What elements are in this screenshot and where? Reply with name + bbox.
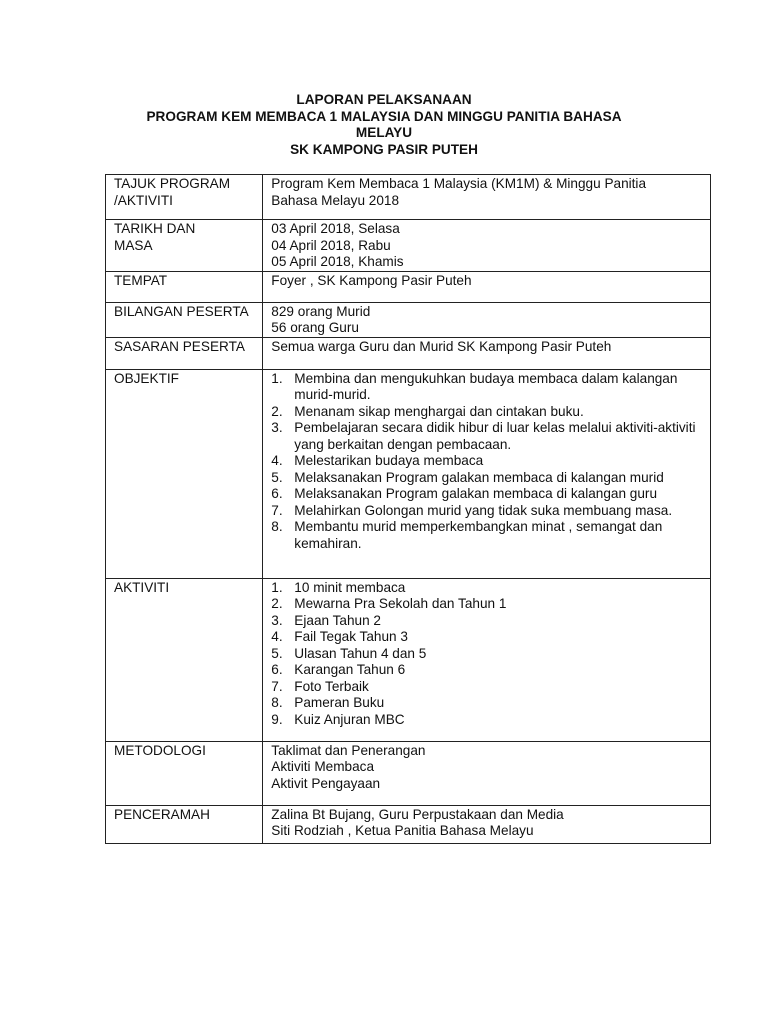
list-item: 6. Melaksanakan Program galakan membaca di kalangan guru: [271, 486, 658, 501]
list-item: 4. Fail Tegak Tahun 3: [271, 629, 408, 644]
heading-line-1: LAPORAN PELAKSANAAN: [296, 92, 472, 107]
row-metodologi: [106, 741, 711, 805]
value-penceramah-line-2: Siti Rodziah , Ketua Panitia Bahasa Melayu: [271, 823, 534, 838]
row-aktiviti: [106, 578, 711, 741]
list-item: 4. Melestarikan budaya membaca: [271, 453, 484, 468]
row-objektif: [106, 369, 711, 578]
value-aktiviti: [263, 578, 711, 741]
list-item: 1. 10 minit membaca: [271, 579, 406, 595]
list-item: 8. Pameran Buku: [271, 695, 385, 710]
label-aktiviti: AKTIVITI: [106, 578, 263, 741]
value-sasaran: Semua warga Guru dan Murid SK Kampong Pasir Puteh: [263, 337, 711, 369]
value-tarikh: [263, 220, 711, 272]
label-tarikh-line-1: TARIKH DAN: [114, 221, 196, 236]
row-tempat: [106, 271, 711, 302]
value-penceramah-line-1: Zalina Bt Bujang, Guru Perpustakaan dan Media: [271, 806, 564, 822]
value-objektif: [263, 369, 711, 578]
value-bilangan-line-2: 56 orang Guru: [271, 320, 359, 335]
row-penceramah: [106, 805, 711, 843]
label-objektif: OBJEKTIF: [106, 369, 263, 578]
list-item: 7. Melahirkan Golongan murid yang tidak suka membuang masa.: [271, 502, 673, 518]
aktiviti-list: [271, 580, 710, 729]
row-sasaran: [106, 337, 711, 369]
value-tempat: Foyer , SK Kampong Pasir Puteh: [263, 271, 711, 302]
row-bilangan: [106, 302, 711, 337]
label-tarikh: [106, 220, 263, 272]
value-metodologi-line-1: Taklimat dan Penerangan: [271, 742, 426, 758]
list-item: 5. Ulasan Tahun 4 dan 5: [271, 645, 427, 661]
label-bilangan: BILANGAN PESERTA: [106, 302, 263, 337]
value-tarikh-line-3: 05 April 2018, Khamis: [271, 254, 404, 269]
list-item: 3. Ejaan Tahun 2: [271, 612, 381, 628]
report-table: [105, 174, 711, 844]
label-metodologi: METODOLOGI: [106, 741, 263, 805]
label-tempat: TEMPAT: [106, 271, 263, 302]
heading-line-4: SK KAMPONG PASIR PUTEH: [290, 141, 478, 157]
heading-line-2: PROGRAM KEM MEMBACA 1 MALAYSIA DAN MINGGU PANITIA BAHASA: [146, 108, 622, 124]
value-tarikh-line-1: 03 April 2018, Selasa: [271, 221, 400, 236]
value-tajuk: [263, 175, 711, 220]
value-metodologi: [263, 741, 711, 805]
label-tajuk-line-1: TAJUK PROGRAM: [114, 176, 231, 191]
value-tarikh-line-2: 04 April 2018, Rabu: [271, 237, 391, 253]
list-item: 3. Pembelajaran secara didik hibur di luar kelas melalui aktiviti-aktiviti yang berkaitan dengan pembacaan.: [271, 420, 696, 452]
list-item: 7. Foto Terbaik: [271, 678, 369, 694]
value-tajuk-line-1: Program Kem Membaca 1 Malaysia (KM1M) & Minggu Panitia: [271, 176, 647, 191]
label-tarikh-line-2: MASA: [114, 237, 153, 253]
list-item: 5. Melaksanakan Program galakan membaca di kalangan murid: [271, 469, 664, 485]
list-item: 9. Kuiz Anjuran MBC: [271, 711, 405, 727]
list-item: 1. Membina dan mengukuhkan budaya membaca dalam kalangan murid-murid.: [271, 370, 678, 402]
list-item: 6. Karangan Tahun 6: [271, 662, 406, 677]
row-tajuk: [106, 175, 711, 220]
row-tarikh: [106, 220, 711, 272]
label-tajuk: [106, 175, 263, 220]
label-tajuk-line-2: /AKTIVITI: [114, 192, 173, 208]
heading-line-3: MELAYU: [355, 125, 413, 140]
label-penceramah: PENCERAMAH: [106, 805, 263, 843]
objektif-list: [271, 371, 710, 553]
label-sasaran: SASARAN PESERTA: [106, 337, 263, 369]
value-metodologi-line-3: Aktivit Pengayaan: [271, 775, 381, 791]
list-item: 2. Mewarna Pra Sekolah dan Tahun 1: [271, 596, 507, 611]
list-item: 2. Menanam sikap menghargai dan cintakan buku.: [271, 403, 584, 419]
value-bilangan: [263, 302, 711, 337]
value-metodologi-line-2: Aktiviti Membaca: [271, 759, 375, 774]
value-bilangan-line-1: 829 orang Murid: [271, 303, 371, 319]
list-item: 8. Membantu murid memperkembangkan minat , semangat dan kemahiran.: [271, 519, 663, 551]
value-penceramah: [263, 805, 711, 843]
report-heading: [0, 92, 768, 158]
value-tajuk-line-2: Bahasa Melayu 2018: [271, 192, 400, 208]
